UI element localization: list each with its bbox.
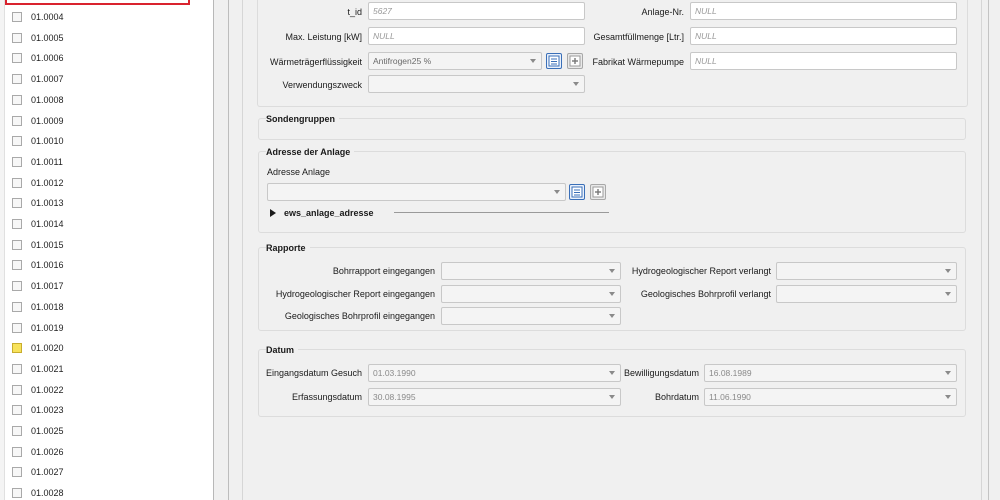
list-item[interactable] [12,257,207,273]
yellow-flag-icon [12,343,22,353]
adresse-anlage-combo[interactable] [267,183,566,201]
checkbox-icon [12,157,22,167]
list-item-label: 01.0023 [31,405,64,416]
checkbox-icon [12,219,22,229]
list-item-label: 01.0022 [31,384,64,395]
add-entry-button[interactable] [567,53,583,69]
hydro-verlangt-combo[interactable] [776,262,957,280]
chevron-down-icon [530,59,536,63]
anlage-nr-field[interactable]: NULL [690,2,957,20]
fabrikat-label: Fabrikat Wärmepumpe [592,57,684,67]
checkbox-icon [12,198,22,208]
list-item-label: 01.0014 [31,219,64,229]
chevron-down-icon [609,269,615,273]
relation-label[interactable]: ews_anlage_adresse [284,208,374,218]
waermetraeger-combo[interactable] [368,52,542,70]
checkbox-icon [12,53,22,63]
list-item-label: 01.0019 [31,322,64,333]
list-item[interactable] [12,9,207,25]
list-item[interactable] [12,216,207,232]
list-item[interactable] [12,71,207,87]
sondengruppen-group [258,118,966,140]
bohrdatum-label: Bohrdatum [654,392,699,402]
bohrrapport-combo[interactable] [441,262,621,280]
checkbox-icon [12,95,22,105]
checkbox-icon [12,488,22,498]
erfassungsdatum-value: 30.08.1995 [373,392,416,402]
list-item[interactable] [12,382,207,398]
checkbox-icon [12,12,22,22]
checkbox-icon [12,405,22,415]
list-item[interactable] [12,113,207,129]
chevron-down-icon [573,82,579,86]
hydro-eingegangen-label: Hydrogeologischer Report eingegangen [275,289,435,299]
list-item[interactable] [12,237,207,253]
list-item[interactable] [12,361,207,377]
fabrikat-field[interactable]: NULL [690,52,957,70]
chevron-down-icon [945,371,951,375]
list-item[interactable] [12,464,207,480]
list-item-label: 01.0009 [31,115,64,126]
hydro-eingegangen-combo[interactable] [441,285,621,303]
list-item[interactable] [12,50,207,66]
list-item[interactable] [12,299,207,315]
list-item-label: 01.0010 [31,136,64,147]
list-item-label: 01.0013 [31,198,64,209]
chevron-down-icon [609,314,615,318]
adresse-add-button[interactable] [590,184,606,200]
list-item[interactable] [12,92,207,108]
hydro-verlangt-label: Hydrogeologischer Report verlangt [631,266,771,276]
checkbox-icon [12,385,22,395]
chevron-down-icon [945,269,951,273]
list-item-label: 01.0005 [31,32,64,43]
chevron-down-icon [554,190,560,194]
list-item[interactable] [12,154,207,170]
table-icon [548,55,560,67]
list-item-label: 01.0025 [31,426,64,436]
geo-verlangt-label: Geologisches Bohrprofil verlangt [640,289,771,299]
list-item-label: 01.0016 [31,260,64,271]
checkbox-icon [12,323,22,333]
anlage-nr-label: Anlage-Nr. [641,7,684,17]
list-item[interactable] [12,423,207,439]
verwendungszweck-combo[interactable] [368,75,585,93]
list-item-label: 01.0027 [31,467,64,478]
checkbox-icon [12,260,22,270]
checkbox-icon [12,281,22,291]
adresse-title: Adresse der Anlage [266,147,354,157]
checkbox-icon [12,116,22,126]
checkbox-icon [12,136,22,146]
list-item-label: 01.0012 [31,177,64,188]
checkbox-icon [12,33,22,43]
list-item[interactable] [12,195,207,211]
bewilligungsdatum-combo[interactable] [704,364,957,382]
sondengruppen-title: Sondengruppen [266,114,339,124]
list-item-label: 01.0017 [31,281,64,292]
open-table-button[interactable] [546,53,562,69]
list-item-label: 01.0026 [31,446,64,457]
t-id-label: t_id [347,7,362,17]
vertical-scrollbar-edge[interactable] [988,0,989,500]
selected-item-highlight[interactable] [5,0,190,5]
checkbox-icon [12,178,22,188]
feature-list-panel[interactable] [0,0,214,500]
list-item-label: 01.0006 [31,53,64,64]
checkbox-icon [12,426,22,436]
relation-divider [394,212,609,213]
erfassungsdatum-combo[interactable] [368,388,621,406]
bohrdatum-value: 11.06.1990 [709,392,751,402]
list-item[interactable] [12,133,207,149]
rapporte-title: Rapporte [266,243,310,253]
chevron-down-icon [945,292,951,296]
list-item-label: 01.0011 [31,156,63,167]
adresse-anlage-label: Adresse Anlage [267,167,331,177]
panel-edge [0,0,5,500]
checkbox-icon [12,240,22,250]
list-item[interactable] [12,278,207,294]
checkbox-icon [12,467,22,477]
geo-eingegangen-combo[interactable] [441,307,621,325]
max-leistung-label: Max. Leistung [kW] [285,32,362,42]
checkbox-icon [12,364,22,374]
list-item-label: 01.0020 [31,343,64,354]
list-item-label: 01.0028 [31,488,64,499]
eingangsdatum-combo[interactable] [368,364,621,382]
list-item-label: 01.0004 [31,12,64,22]
panel-splitter[interactable] [228,0,229,500]
t-id-field[interactable]: 5627 [368,2,585,20]
table-icon [571,186,583,198]
checkbox-icon [12,447,22,457]
geo-verlangt-combo[interactable] [776,285,957,303]
datum-group [258,349,966,417]
chevron-down-icon [609,292,615,296]
expand-triangle-icon[interactable] [270,209,276,217]
list-item[interactable] [12,175,207,191]
adresse-open-table-button[interactable] [569,184,585,200]
list-item-label: 01.0007 [31,74,64,85]
list-item[interactable] [12,444,207,460]
max-leistung-field[interactable]: NULL [368,27,585,45]
list-item[interactable] [12,402,207,418]
plus-icon [592,186,604,198]
verwendungszweck-label: Verwendungszweck [282,80,362,90]
plus-icon [569,55,581,67]
waermetraeger-value: Antifrogen25 % [373,56,432,66]
bewilligungsdatum-value: 16.08.1989 [709,368,752,378]
eingangsdatum-label: Eingangsdatum Gesuch [265,368,362,378]
list-item-label: 01.0021 [31,363,64,374]
checkbox-icon [12,302,22,312]
bewilligungsdatum-label: Bewilligungsdatum [623,368,699,378]
datum-title: Datum [266,345,298,355]
list-item[interactable] [12,485,207,500]
bohrdatum-combo[interactable] [704,388,957,406]
chevron-down-icon [945,395,951,399]
geo-eingegangen-label: Geologisches Bohrprofil eingegangen [284,311,435,321]
checkbox-icon [12,74,22,84]
bohrrapport-label: Bohrrapport eingegangen [332,266,435,276]
list-item[interactable] [12,30,207,46]
list-item[interactable] [12,340,207,356]
list-item-label: 01.0008 [31,94,64,105]
eingangsdatum-value: 01.03.1990 [373,368,416,378]
gesamtfuellmenge-field[interactable]: NULL [690,27,957,45]
list-item[interactable] [12,320,207,336]
erfassungsdatum-label: Erfassungsdatum [291,392,362,402]
gesamtfuellmenge-label: Gesamtfüllmenge [Ltr.] [593,32,684,42]
list-item-label: 01.0015 [31,239,64,250]
list-item-label: 01.0018 [31,301,64,312]
waermetraeger-label: Wärmeträgerflüssigkeit [269,57,362,67]
